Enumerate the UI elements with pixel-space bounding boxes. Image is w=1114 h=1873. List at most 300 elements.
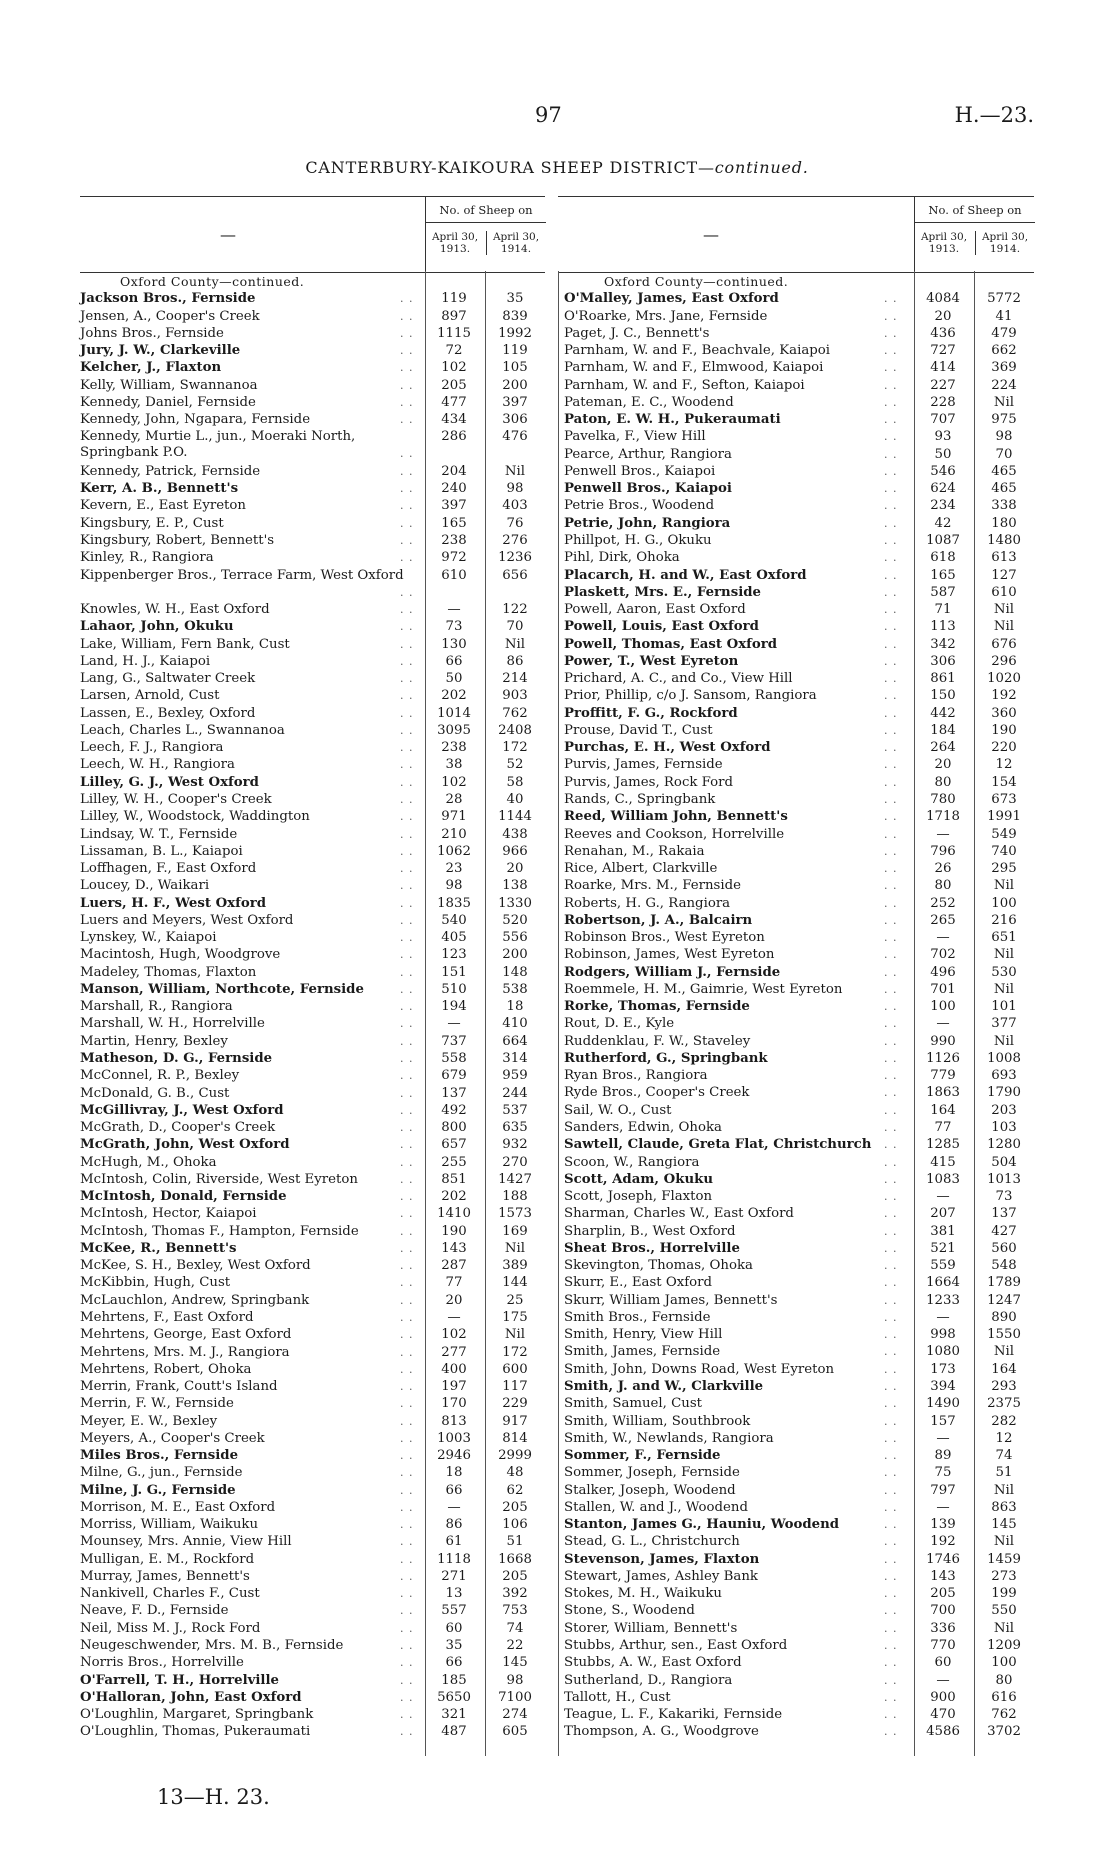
leader-dots: . . — [400, 344, 414, 358]
leader-dots: . . — [400, 447, 414, 461]
sheep-count-1914: 314 — [502, 1050, 528, 1066]
owner-name: Luers and Meyers, West Oxford — [80, 912, 294, 928]
table-row — [80, 895, 545, 912]
sheep-count-1914: 1247 — [987, 1292, 1021, 1308]
table-row — [80, 981, 545, 998]
leader-dots: . . — [884, 931, 898, 945]
table-row — [80, 601, 545, 618]
leader-dots: . . — [884, 654, 898, 668]
sheep-count-1913: 1664 — [926, 1275, 960, 1291]
owner-name: Smith, John, Downs Road, West Eyreton — [564, 1361, 835, 1377]
owner-name: Paton, E. W. H., Pukeraumati — [564, 412, 781, 428]
leader-dots: . . — [400, 1017, 414, 1031]
sheep-count-1914: 635 — [502, 1120, 528, 1136]
leader-dots: . . — [400, 1380, 414, 1394]
owner-name: Mulligan, E. M., Rockford — [80, 1551, 255, 1567]
owner-name: O'Halloran, John, East Oxford — [80, 1689, 302, 1705]
leader-dots: . . — [400, 1155, 414, 1169]
owner-name: McGrath, D., Cooper's Creek — [80, 1120, 276, 1136]
sheep-count-1913: 587 — [930, 584, 956, 600]
owner-name: Parnham, W. and F., Beachvale, Kaiapoi — [564, 343, 831, 359]
table-row — [564, 1464, 1040, 1481]
sheep-count-1913: 306 — [930, 653, 956, 669]
leader-dots: . . — [884, 620, 898, 634]
table-row — [564, 860, 1040, 877]
sheep-count-1914: 74 — [506, 1620, 524, 1636]
sheep-count-1913: 521 — [930, 1240, 956, 1256]
sheep-count-1914: 105 — [502, 360, 528, 376]
leader-dots: . . — [884, 1034, 898, 1048]
sheep-count-1913: 770 — [930, 1637, 956, 1653]
leader-dots: . . — [884, 1690, 898, 1704]
leader-dots: . . — [400, 1224, 414, 1238]
owner-name: Loucey, D., Waikari — [80, 878, 210, 894]
sheep-count-1913: 707 — [930, 412, 956, 428]
owner-name: Kinley, R., Rangiora — [80, 550, 214, 566]
sheep-count-1913: 436 — [930, 325, 956, 341]
leader-dots: . . — [400, 1328, 414, 1342]
leader-dots: . . — [400, 1535, 414, 1549]
table-row — [564, 1361, 1040, 1378]
sheep-count-1914: Nil — [504, 463, 526, 479]
leader-dots: . . — [884, 1328, 898, 1342]
table-row — [564, 1136, 1040, 1153]
owner-name: McKibbin, Hugh, Cust — [80, 1275, 231, 1291]
owner-name: Stewart, James, Ashley Bank — [564, 1568, 758, 1584]
leader-dots: . . — [400, 1345, 414, 1359]
leader-dots: . . — [884, 1069, 898, 1083]
sheep-count-1913: 4586 — [926, 1724, 960, 1740]
table-row — [80, 359, 545, 376]
owner-name: Neil, Miss M. J., Rock Ford — [80, 1620, 261, 1636]
leader-dots: . . — [884, 948, 898, 962]
sheep-count-1913: 170 — [441, 1396, 467, 1412]
owner-name: McIntosh, Thomas F., Hampton, Fernside — [80, 1223, 359, 1239]
table-row — [564, 1084, 1040, 1101]
owner-name: Roberts, H. G., Rangiora — [564, 895, 731, 911]
section-heading — [80, 273, 545, 290]
owner-name: McLauchlon, Andrew, Springbank — [80, 1292, 310, 1308]
owner-name: Mehrtens, Mrs. M. J., Rangiora — [80, 1344, 290, 1360]
leader-dots: . . — [884, 1051, 898, 1065]
table-row — [564, 428, 1040, 445]
sheep-count-1914: 40 — [506, 792, 524, 807]
leader-dots: . . — [400, 292, 414, 306]
sheep-count-1913: 414 — [930, 360, 956, 376]
sheep-count-1913: 164 — [930, 1102, 956, 1118]
sheep-count-1913: 1490 — [926, 1396, 960, 1412]
leader-dots: . . — [400, 706, 414, 720]
sheep-count-1914: Nil — [993, 602, 1015, 618]
section-heading-label: Oxford County—continued. — [604, 274, 789, 289]
leader-dots: . . — [884, 499, 898, 513]
sheep-count-1913: 93 — [934, 429, 952, 445]
owner-name: Parnham, W. and F., Sefton, Kaiapoi — [564, 377, 805, 393]
sheep-count-1914: 70 — [506, 619, 524, 635]
leader-dots: . . — [400, 551, 414, 565]
leader-dots: . . — [400, 637, 414, 651]
sheep-count-1914: 676 — [991, 636, 1017, 652]
page-number: 97 — [535, 103, 562, 127]
leader-dots: . . — [400, 1086, 414, 1100]
sheep-count-1913: — — [936, 1016, 950, 1032]
sheep-count-1914: 966 — [502, 843, 528, 859]
table-row — [80, 1067, 545, 1084]
left-header-group — [425, 197, 546, 272]
sheep-count-1913: 510 — [441, 981, 467, 997]
sheep-count-1914: 20 — [506, 861, 524, 877]
table-row — [564, 877, 1040, 894]
owner-name: O'Roarke, Mrs. Jane, Fernside — [564, 308, 768, 324]
sheep-count-1913: 35 — [445, 1638, 463, 1654]
sheep-count-1914: 651 — [991, 930, 1017, 946]
sheep-count-1914: 538 — [502, 981, 528, 997]
table-row — [80, 705, 545, 722]
sheep-count-1914: 1573 — [498, 1206, 532, 1222]
leader-dots: . . — [400, 810, 414, 824]
owner-name: Matheson, D. G., Fernside — [80, 1050, 273, 1066]
leader-dots: . . — [400, 603, 414, 617]
sheep-count-1914: 369 — [991, 360, 1017, 376]
owner-name: Sheat Bros., Horrelville — [564, 1240, 740, 1256]
table-row — [80, 618, 545, 635]
sheep-count-1914: 175 — [502, 1309, 528, 1325]
owner-name: Kennedy, Daniel, Fernside — [80, 394, 256, 410]
sheep-count-1913: 1285 — [926, 1137, 960, 1153]
sheep-count-1913: 28 — [445, 792, 463, 807]
table-row — [80, 1620, 545, 1637]
sheep-count-1913: 205 — [441, 377, 467, 393]
sheep-count-1914: 138 — [502, 878, 528, 894]
owner-name: Morrison, M. E., East Oxford — [80, 1499, 276, 1515]
sheep-count-1913: — — [936, 1189, 950, 1205]
sheep-count-1913: 66 — [445, 1482, 463, 1498]
table-row — [564, 1706, 1040, 1723]
table-row — [564, 774, 1040, 791]
table-row — [80, 567, 545, 602]
leader-dots: . . — [884, 1552, 898, 1566]
table-row — [564, 1326, 1040, 1343]
sheep-count-1914: 172 — [502, 740, 528, 756]
owner-name: Ryde Bros., Cooper's Creek — [564, 1085, 750, 1101]
table-row — [80, 1015, 545, 1032]
leader-dots: . . — [400, 672, 414, 686]
sheep-count-1913: 150 — [930, 688, 956, 704]
sheep-count-1914: 73 — [995, 1189, 1013, 1205]
leader-dots: . . — [400, 413, 414, 427]
owner-name: Paget, J. C., Bennett's — [564, 325, 710, 341]
table-row — [80, 1499, 545, 1516]
sheep-count-1914: 1008 — [987, 1050, 1021, 1066]
sheep-count-1913: 546 — [930, 463, 956, 479]
sheep-count-1913: 1746 — [926, 1551, 960, 1567]
leader-dots: . . — [884, 1138, 898, 1152]
leader-dots: . . — [884, 326, 898, 340]
sheep-count-1914: Nil — [993, 947, 1015, 963]
table-row — [564, 1378, 1040, 1395]
sheep-count-1914: Nil — [504, 1240, 526, 1256]
owner-name: Scoon, W., Rangiora — [564, 1154, 700, 1170]
leader-dots: . . — [400, 965, 414, 979]
leader-dots: . . — [884, 810, 898, 824]
table-row — [564, 1015, 1040, 1032]
leader-dots: . . — [884, 1190, 898, 1204]
owner-name: Mounsey, Mrs. Annie, View Hill — [80, 1534, 292, 1550]
table-row — [564, 1257, 1040, 1274]
table-row — [564, 549, 1040, 566]
table-row — [80, 394, 545, 411]
leader-dots: . . — [400, 534, 414, 547]
sheep-count-1913: 971 — [441, 809, 467, 825]
sheep-count-1913: 496 — [930, 964, 956, 980]
sheep-count-1914: 3702 — [987, 1724, 1021, 1740]
sheep-count-1914: 1427 — [498, 1171, 532, 1187]
table-row — [80, 756, 545, 773]
sheep-count-1914: 137 — [991, 1206, 1017, 1222]
owner-name: Sharplin, B., West Oxford — [564, 1223, 736, 1239]
leader-dots: . . — [884, 464, 898, 478]
sheep-count-1914: 127 — [991, 567, 1017, 583]
sheep-count-1913: 813 — [441, 1413, 467, 1429]
table-row — [564, 1620, 1040, 1637]
sheep-count-1914: 600 — [502, 1361, 528, 1377]
table-row — [80, 1516, 545, 1533]
sheep-count-1914: 613 — [991, 550, 1017, 566]
table-row — [564, 308, 1040, 325]
sheep-count-1914: 270 — [502, 1154, 528, 1170]
leader-dots: . . — [400, 1172, 414, 1186]
table-row — [564, 1482, 1040, 1499]
table-row — [564, 290, 1040, 307]
table-row — [80, 808, 545, 825]
table-row — [80, 1464, 545, 1481]
owner-name: Johns Bros., Fernside — [80, 325, 224, 341]
leader-dots: . . — [884, 482, 898, 496]
sheep-count-1913: 151 — [441, 964, 467, 980]
owner-name: Pihl, Dirk, Ohoka — [564, 550, 680, 566]
leader-dots: . . — [884, 792, 898, 806]
sheep-count-1914: 103 — [991, 1120, 1017, 1136]
sheep-count-1913: 415 — [930, 1154, 956, 1170]
leader-dots: . . — [884, 637, 898, 651]
district-title — [0, 158, 1114, 177]
sheep-count-1914: 86 — [506, 653, 524, 669]
table-row — [80, 877, 545, 894]
district-title-suffix: —continued. — [697, 158, 809, 177]
leader-dots: . . — [884, 1086, 898, 1100]
owner-name: McHugh, M., Ohoka — [80, 1154, 217, 1170]
owner-name: Robertson, J. A., Balcairn — [564, 912, 753, 928]
table-row — [564, 342, 1040, 359]
table-row — [80, 1171, 545, 1188]
sheep-count-1913: 130 — [441, 636, 467, 652]
table-row — [564, 532, 1040, 549]
table-row — [80, 1257, 545, 1274]
sheep-count-1914: 296 — [991, 653, 1017, 669]
leader-dots: . . — [400, 1069, 414, 1083]
table-row — [564, 1723, 1040, 1740]
sheep-count-1913: 197 — [441, 1379, 467, 1395]
sheep-count-1914: 465 — [991, 481, 1017, 497]
table-row — [80, 860, 545, 877]
table-row — [80, 1309, 545, 1326]
owner-name: Kelcher, J., Flaxton — [80, 360, 222, 376]
table-row — [80, 998, 545, 1015]
table-row — [564, 808, 1040, 825]
table-row — [80, 377, 545, 394]
sheep-count-1914: 1144 — [498, 809, 532, 825]
sheep-count-1913: 679 — [441, 1068, 467, 1084]
leader-dots: . . — [884, 603, 898, 617]
sheep-count-1913: 26 — [934, 861, 952, 877]
owner-name: Lilley, W., Woodstock, Waddington — [80, 809, 310, 825]
table-row — [564, 1188, 1040, 1205]
owner-name: Smith Bros., Fernside — [564, 1309, 711, 1325]
left-column-table — [80, 196, 545, 1756]
sheep-count-1914: 5772 — [987, 291, 1021, 307]
leader-dots: . . — [884, 1397, 898, 1411]
sheep-count-1913: 18 — [445, 1465, 463, 1481]
sheep-count-1913: 228 — [930, 394, 956, 410]
sheep-count-1914: 438 — [502, 826, 528, 842]
table-row — [80, 929, 545, 946]
sheep-count-1914: 200 — [502, 377, 528, 393]
owner-name: Milne, J. G., Fernside — [80, 1482, 236, 1498]
owner-name: Stokes, M. H., Waikuku — [564, 1586, 722, 1602]
owner-name: Kingsbury, Robert, Bennett's — [80, 533, 275, 548]
sheep-count-1914: 959 — [502, 1068, 528, 1084]
table-row — [564, 584, 1040, 601]
owner-name: Leach, Charles L., Swannanoa — [80, 722, 285, 738]
sheep-count-1914: 427 — [991, 1223, 1017, 1239]
owner-name: Neugeschwender, Mrs. M. B., Fernside — [80, 1638, 344, 1654]
sheep-count-1913: 80 — [934, 774, 952, 790]
right-column-table — [558, 196, 1034, 1756]
owner-name: Scott, Adam, Okuku — [564, 1171, 714, 1187]
sheep-count-1913: — — [447, 1016, 461, 1032]
table-row — [80, 1223, 545, 1240]
owner-name: Mehrtens, F., East Oxford — [80, 1309, 254, 1325]
right-header-col2: April 30, 1914. — [975, 231, 1034, 255]
owner-name: Penwell Bros., Kaiapoi — [564, 463, 716, 479]
leader-dots: . . — [884, 1500, 898, 1514]
leader-dots: . . — [884, 896, 898, 910]
sheep-count-1914: 41 — [995, 308, 1013, 324]
sheep-count-1914: 117 — [502, 1379, 528, 1395]
table-row — [564, 981, 1040, 998]
owner-name: Kerr, A. B., Bennett's — [80, 481, 239, 497]
sheep-count-1914: 403 — [502, 498, 528, 514]
leader-dots: . . — [884, 361, 898, 375]
sheep-count-1914: Nil — [993, 1620, 1015, 1636]
table-row — [564, 1602, 1040, 1619]
table-row — [80, 1447, 545, 1464]
owner-name: Skevington, Thomas, Ohoka — [564, 1258, 753, 1274]
sheep-count-1913: 851 — [441, 1171, 467, 1187]
table-row — [564, 394, 1040, 411]
section-heading-label: Oxford County—continued. — [120, 274, 305, 289]
sheep-count-1913: 89 — [934, 1448, 952, 1464]
table-row — [80, 670, 545, 687]
owner-name: Kennedy, Patrick, Fernside — [80, 463, 261, 479]
sheep-count-1914: 2999 — [498, 1448, 532, 1464]
sheep-count-1913: 227 — [930, 377, 956, 393]
owner-name: Purvis, James, Fernside — [564, 757, 723, 773]
owner-name: McGrath, John, West Oxford — [80, 1137, 290, 1153]
sheep-count-1913: — — [936, 930, 950, 946]
sheep-count-1913: 701 — [930, 981, 956, 997]
sheep-count-1913: — — [936, 1499, 950, 1515]
sheep-count-1914: 2408 — [498, 722, 532, 738]
table-row — [564, 1585, 1040, 1602]
owner-name: O'Loughlin, Thomas, Pukeraumati — [80, 1724, 311, 1740]
sheep-count-1914: Nil — [504, 636, 526, 652]
sheep-count-1914: 101 — [991, 999, 1017, 1015]
leader-dots: . . — [400, 1414, 414, 1428]
owner-name: O'Malley, James, East Oxford — [564, 291, 779, 307]
sheep-count-1914: 98 — [995, 429, 1013, 445]
sheep-count-1914: Nil — [993, 394, 1015, 410]
leader-dots: . . — [400, 844, 414, 858]
leader-dots: . . — [400, 1103, 414, 1117]
sheep-count-1913: 381 — [930, 1223, 956, 1239]
sheep-count-1913: 657 — [441, 1137, 467, 1153]
footer-code: 13—H. 23. — [157, 1785, 270, 1809]
sheep-count-1914: 550 — [991, 1603, 1017, 1619]
owner-name: Mehrtens, Robert, Ohoka — [80, 1361, 252, 1377]
table-row — [80, 290, 545, 307]
owner-name: Thompson, A. G., Woodgrove — [564, 1724, 759, 1740]
table-row — [564, 1050, 1040, 1067]
table-row — [564, 929, 1040, 946]
sheep-count-1914: 188 — [502, 1189, 528, 1205]
leader-dots: . . — [884, 913, 898, 927]
owner-name: Pateman, E. C., Woodend — [564, 394, 734, 410]
sheep-count-1913: 470 — [930, 1707, 956, 1723]
sheep-count-1914: 1280 — [987, 1137, 1021, 1153]
sheep-count-1913: 210 — [441, 826, 467, 842]
sheep-count-1913: 20 — [934, 308, 952, 324]
sheep-count-1914: 119 — [502, 343, 528, 359]
sheep-count-1914: 52 — [506, 757, 524, 773]
leader-dots: . . — [884, 309, 898, 323]
owner-name: Neave, F. D., Fernside — [80, 1603, 229, 1619]
table-row — [564, 1551, 1040, 1568]
sheep-count-1914: Nil — [993, 619, 1015, 635]
right-header-caption: No. of Sheep on — [915, 203, 1035, 223]
sheep-count-1913: 727 — [930, 343, 956, 359]
table-row — [80, 946, 545, 963]
sheep-count-1914: 762 — [502, 705, 528, 721]
owner-name: McKee, S. H., Bexley, West Oxford — [80, 1258, 311, 1274]
sheep-count-1914: 22 — [506, 1638, 524, 1654]
sheep-count-1914: 205 — [502, 1568, 528, 1584]
sheep-count-1914: 220 — [991, 740, 1017, 756]
owner-name: Purvis, James, Rock Ford — [564, 774, 734, 790]
leader-dots: . . — [400, 913, 414, 927]
sheep-count-1913: 184 — [930, 722, 956, 738]
leader-dots: . . — [400, 948, 414, 962]
leader-dots: . . — [400, 1051, 414, 1065]
sheep-count-1914: 100 — [991, 1655, 1017, 1671]
table-row — [80, 1102, 545, 1119]
leader-dots: . . — [884, 1431, 898, 1445]
leader-dots: . . — [400, 326, 414, 340]
sheep-count-1913: 50 — [445, 671, 463, 687]
leader-dots: . . — [400, 827, 414, 841]
table-row — [80, 1188, 545, 1205]
sheep-count-1913: 50 — [934, 446, 952, 462]
